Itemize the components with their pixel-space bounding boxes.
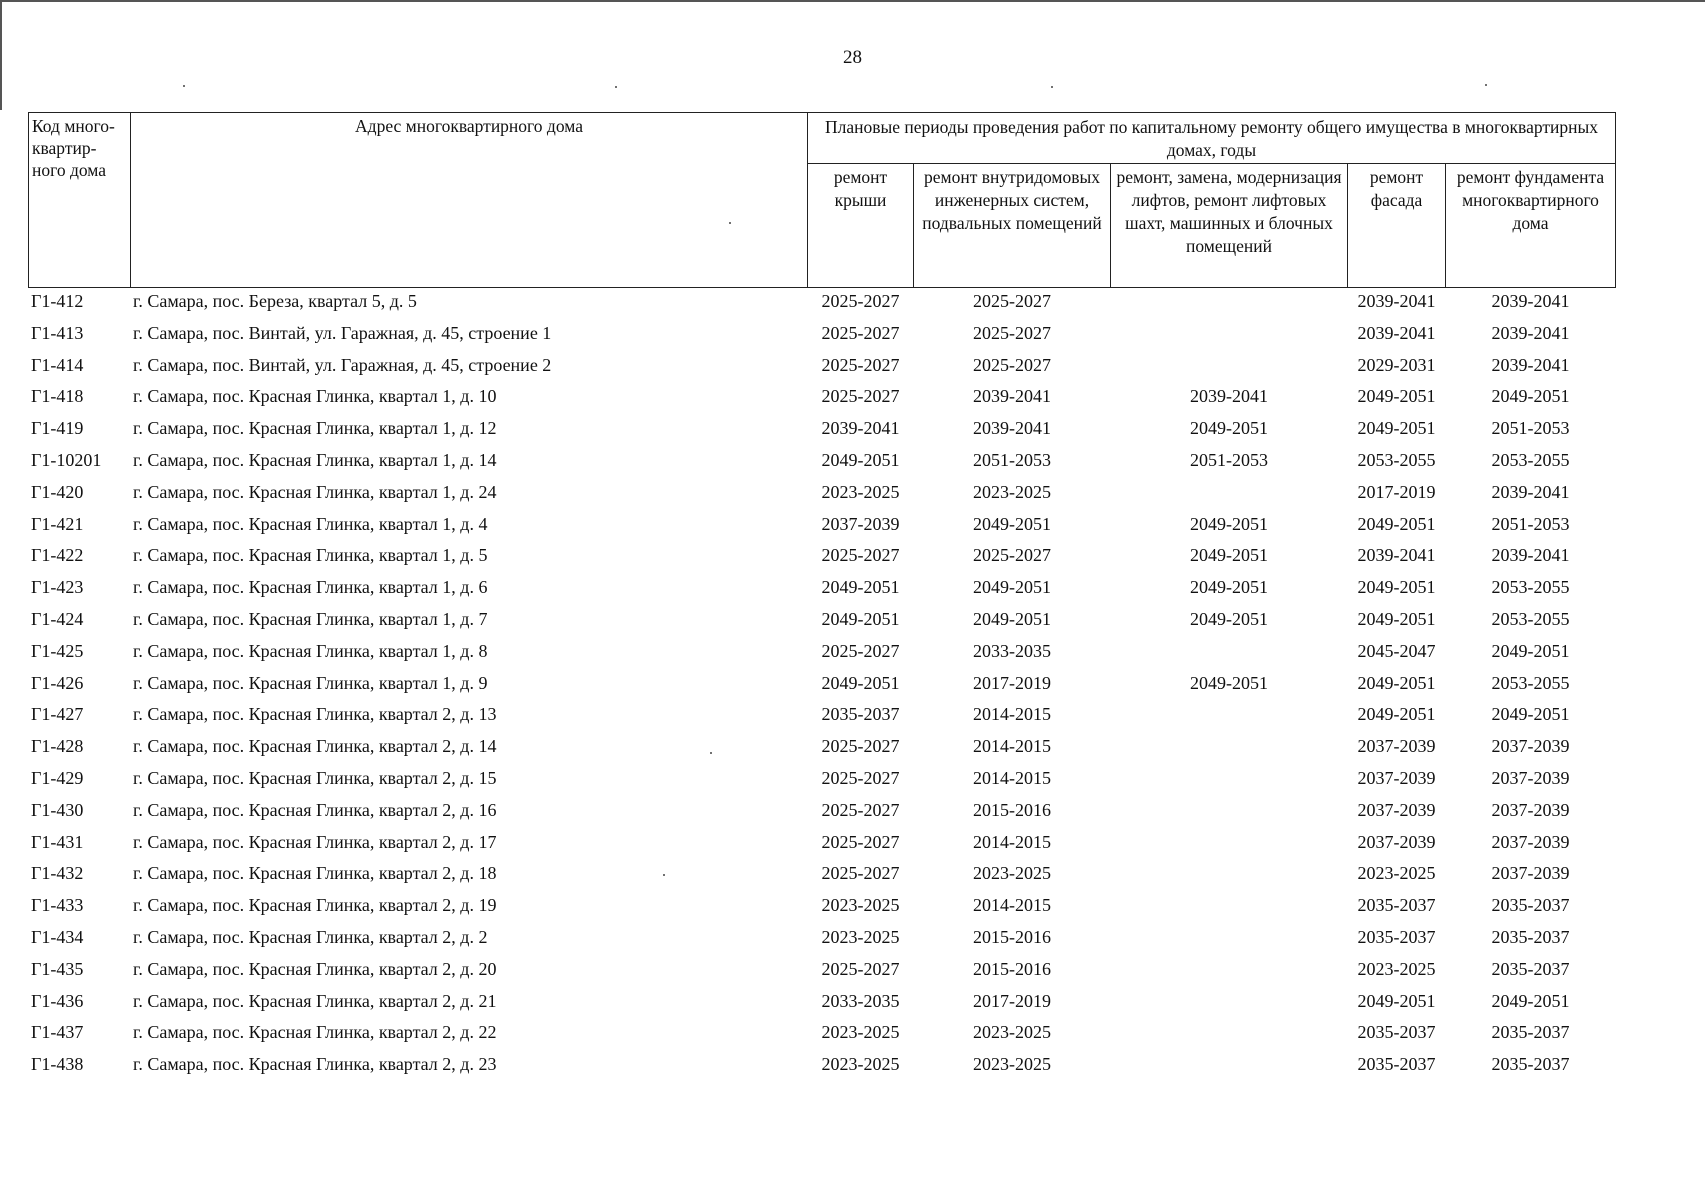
- row-address: г. Самара, пос. Красная Глинка, квартал 2, д. 23: [133, 1054, 497, 1075]
- row-roof-period: 2025-2027: [821, 831, 900, 852]
- row-facade-period: 2039-2041: [1357, 322, 1436, 343]
- table-row: [28, 1020, 1588, 1052]
- scan-speck: [729, 222, 731, 224]
- row-roof-period: 2037-2039: [821, 513, 900, 534]
- row-engineering-period: 2023-2025: [973, 1054, 1051, 1075]
- row-lift-period: 2039-2041: [1190, 386, 1268, 407]
- scan-speck: [183, 85, 185, 87]
- row-lift-period: 2049-2051: [1190, 577, 1268, 598]
- row-code: Г1-422: [31, 545, 84, 566]
- row-facade-period: 2023-2025: [1357, 958, 1436, 979]
- row-code: Г1-10201: [31, 449, 102, 470]
- table-row: [28, 734, 1588, 766]
- row-address: г. Самара, пос. Красная Глинка, квартал 2, д. 19: [133, 895, 497, 916]
- row-foundation-period: 2037-2039: [1491, 799, 1570, 820]
- row-code: Г1-420: [31, 481, 84, 502]
- table-row: [28, 416, 1588, 448]
- row-address: г. Самара, пос. Красная Глинка, квартал 2, д. 21: [133, 990, 497, 1011]
- row-foundation-period: 2051-2053: [1491, 513, 1570, 534]
- table-row: [28, 448, 1588, 480]
- header-address-column: Адрес многоквартирного дома: [130, 112, 808, 288]
- row-foundation-period: 2039-2041: [1491, 291, 1570, 311]
- row-code: Г1-431: [31, 831, 84, 852]
- row-lift-period: 2049-2051: [1190, 672, 1268, 693]
- row-engineering-period: 2014-2015: [973, 736, 1051, 757]
- row-facade-period: 2049-2051: [1357, 704, 1436, 725]
- row-code: Г1-412: [31, 291, 84, 311]
- row-engineering-period: 2025-2027: [973, 354, 1051, 375]
- row-engineering-period: 2014-2015: [973, 895, 1051, 916]
- table-row: [28, 353, 1588, 385]
- row-facade-period: 2037-2039: [1357, 831, 1436, 852]
- row-engineering-period: 2015-2016: [973, 926, 1051, 947]
- row-address: г. Самара, пос. Красная Глинка, квартал 2, д. 2: [133, 926, 488, 947]
- row-foundation-period: 2035-2037: [1491, 958, 1570, 979]
- row-roof-period: 2025-2027: [821, 767, 900, 788]
- row-roof-period: 2049-2051: [821, 449, 900, 470]
- header-code-column: Код много-квартир-ного дома: [28, 112, 131, 288]
- row-facade-period: 2039-2041: [1357, 291, 1436, 311]
- row-foundation-period: 2037-2039: [1491, 831, 1570, 852]
- row-engineering-period: 2014-2015: [973, 831, 1051, 852]
- row-facade-period: 2035-2037: [1357, 926, 1436, 947]
- scan-speck: [1485, 84, 1487, 86]
- row-roof-period: 2025-2027: [821, 863, 900, 884]
- row-address: г. Самара, пос. Красная Глинка, квартал 1, д. 7: [133, 608, 488, 629]
- row-engineering-period: 2033-2035: [973, 640, 1051, 661]
- row-code: Г1-438: [31, 1054, 84, 1075]
- row-foundation-period: 2049-2051: [1491, 640, 1570, 661]
- row-facade-period: 2035-2037: [1357, 1054, 1436, 1075]
- table-row: [28, 480, 1588, 512]
- row-lift-period: 2049-2051: [1190, 418, 1268, 439]
- row-foundation-period: 2049-2051: [1491, 386, 1570, 407]
- table-row: [28, 766, 1588, 798]
- row-foundation-period: 2051-2053: [1491, 418, 1570, 439]
- row-address: г. Самара, пос. Красная Глинка, квартал 2, д. 13: [133, 704, 497, 725]
- scan-speck: [710, 752, 712, 754]
- row-foundation-period: 2049-2051: [1491, 704, 1570, 725]
- row-foundation-period: 2035-2037: [1491, 895, 1570, 916]
- row-facade-period: 2049-2051: [1357, 386, 1436, 407]
- row-address: г. Самара, пос. Винтай, ул. Гаражная, д. 45, строение 2: [133, 354, 552, 375]
- row-address: г. Самара, пос. Красная Глинка, квартал 2, д. 18: [133, 863, 497, 884]
- table-body: [28, 289, 1588, 1084]
- table-row: [28, 830, 1588, 862]
- row-engineering-period: 2023-2025: [973, 863, 1051, 884]
- row-lift-period: 2051-2053: [1190, 449, 1268, 470]
- row-engineering-period: 2014-2015: [973, 704, 1051, 725]
- header-lift-repair: ремонт, замена, модернизация лифтов, ремонт лифтовых шахт, машинных и блочных помещений: [1110, 163, 1348, 288]
- row-engineering-period: 2023-2025: [973, 1022, 1051, 1043]
- row-engineering-period: 2015-2016: [973, 958, 1051, 979]
- row-address: г. Самара, пос. Красная Глинка, квартал 1, д. 5: [133, 545, 488, 566]
- row-facade-period: 2035-2037: [1357, 1022, 1436, 1043]
- row-code: Г1-430: [31, 799, 84, 820]
- table-row: [28, 861, 1588, 893]
- row-roof-period: 2025-2027: [821, 640, 900, 661]
- table-row: [28, 289, 1588, 321]
- header-periods-title: Плановые периоды проведения работ по капитальному ремонту общего имущества в многоквартирных домах, годы: [807, 112, 1616, 164]
- row-code: Г1-437: [31, 1022, 84, 1043]
- row-code: Г1-423: [31, 577, 84, 598]
- row-code: Г1-427: [31, 704, 84, 725]
- row-code: Г1-419: [31, 418, 84, 439]
- row-foundation-period: 2035-2037: [1491, 1022, 1570, 1043]
- row-roof-period: 2025-2027: [821, 545, 900, 566]
- scan-speck: [1051, 86, 1053, 88]
- row-facade-period: 2037-2039: [1357, 736, 1436, 757]
- row-engineering-period: 2025-2027: [973, 291, 1051, 311]
- row-foundation-period: 2035-2037: [1491, 1054, 1570, 1075]
- row-engineering-period: 2025-2027: [973, 322, 1051, 343]
- row-roof-period: 2025-2027: [821, 354, 900, 375]
- row-code: Г1-435: [31, 958, 84, 979]
- table-row: [28, 798, 1588, 830]
- row-roof-period: 2039-2041: [821, 418, 900, 439]
- row-facade-period: 2037-2039: [1357, 767, 1436, 788]
- row-foundation-period: 2035-2037: [1491, 926, 1570, 947]
- row-roof-period: 2049-2051: [821, 672, 900, 693]
- row-address: г. Самара, пос. Красная Глинка, квартал 2, д. 15: [133, 767, 497, 788]
- table-row: [28, 321, 1588, 353]
- row-engineering-period: 2023-2025: [973, 481, 1051, 502]
- row-address: г. Самара, пос. Красная Глинка, квартал 1, д. 12: [133, 418, 497, 439]
- row-lift-period: 2049-2051: [1190, 608, 1268, 629]
- row-foundation-period: 2039-2041: [1491, 545, 1570, 566]
- table-row: [28, 1052, 1588, 1084]
- row-roof-period: 2049-2051: [821, 577, 900, 598]
- row-engineering-period: 2051-2053: [973, 449, 1051, 470]
- row-address: г. Самара, пос. Красная Глинка, квартал 2, д. 14: [133, 736, 497, 757]
- row-foundation-period: 2053-2055: [1491, 577, 1570, 598]
- table-row: [28, 893, 1588, 925]
- row-lift-period: 2049-2051: [1190, 545, 1268, 566]
- row-address: г. Самара, пос. Красная Глинка, квартал 2, д. 17: [133, 831, 497, 852]
- row-code: Г1-434: [31, 926, 84, 947]
- table-row: [28, 957, 1588, 989]
- row-engineering-period: 2014-2015: [973, 767, 1051, 788]
- row-engineering-period: 2039-2041: [973, 418, 1051, 439]
- row-roof-period: 2023-2025: [821, 1054, 900, 1075]
- row-roof-period: 2023-2025: [821, 481, 900, 502]
- row-address: г. Самара, пос. Красная Глинка, квартал 1, д. 14: [133, 449, 497, 470]
- row-address: г. Самара, пос. Красная Глинка, квартал 2, д. 16: [133, 799, 497, 820]
- row-address: г. Самара, пос. Винтай, ул. Гаражная, д. 45, строение 1: [133, 322, 552, 343]
- row-code: Г1-414: [31, 354, 84, 375]
- row-foundation-period: 2039-2041: [1491, 354, 1570, 375]
- row-facade-period: 2049-2051: [1357, 418, 1436, 439]
- row-address: г. Самара, пос. Красная Глинка, квартал 1, д. 9: [133, 672, 488, 693]
- row-facade-period: 2049-2051: [1357, 513, 1436, 534]
- row-foundation-period: 2039-2041: [1491, 481, 1570, 502]
- row-foundation-period: 2053-2055: [1491, 672, 1570, 693]
- row-code: Г1-429: [31, 767, 84, 788]
- table-row: [28, 702, 1588, 734]
- row-address: г. Самара, пос. Береза, квартал 5, д. 5: [133, 291, 417, 311]
- table-row: [28, 671, 1588, 703]
- row-roof-period: 2023-2025: [821, 926, 900, 947]
- row-roof-period: 2023-2025: [821, 1022, 900, 1043]
- row-facade-period: 2053-2055: [1357, 449, 1436, 470]
- row-address: г. Самара, пос. Красная Глинка, квартал 1, д. 4: [133, 513, 488, 534]
- table-row: [28, 575, 1588, 607]
- table-row: [28, 384, 1588, 416]
- row-engineering-period: 2049-2051: [973, 608, 1051, 629]
- row-roof-period: 2025-2027: [821, 799, 900, 820]
- row-roof-period: 2049-2051: [821, 608, 900, 629]
- row-code: Г1-432: [31, 863, 84, 884]
- row-foundation-period: 2037-2039: [1491, 863, 1570, 884]
- header-foundation-repair: ремонт фундамента многоквартирного дома: [1445, 163, 1616, 288]
- header-roof-repair: ремонт крыши: [807, 163, 914, 288]
- row-engineering-period: 2025-2027: [973, 545, 1051, 566]
- row-code: Г1-436: [31, 990, 84, 1011]
- row-engineering-period: 2039-2041: [973, 386, 1051, 407]
- row-foundation-period: 2053-2055: [1491, 608, 1570, 629]
- row-foundation-period: 2053-2055: [1491, 449, 1570, 470]
- row-lift-period: 2049-2051: [1190, 513, 1268, 534]
- row-facade-period: 2037-2039: [1357, 799, 1436, 820]
- row-code: Г1-413: [31, 322, 84, 343]
- row-facade-period: 2023-2025: [1357, 863, 1436, 884]
- row-facade-period: 2017-2019: [1357, 481, 1436, 502]
- row-engineering-period: 2049-2051: [973, 577, 1051, 598]
- row-foundation-period: 2037-2039: [1491, 736, 1570, 757]
- row-facade-period: 2049-2051: [1357, 672, 1436, 693]
- scan-speck: [663, 874, 665, 876]
- row-address: г. Самара, пос. Красная Глинка, квартал 2, д. 22: [133, 1022, 497, 1043]
- table-row: [28, 607, 1588, 639]
- row-facade-period: 2029-2031: [1357, 354, 1436, 375]
- row-facade-period: 2039-2041: [1357, 545, 1436, 566]
- row-engineering-period: 2049-2051: [973, 513, 1051, 534]
- row-address: г. Самара, пос. Красная Глинка, квартал 1, д. 8: [133, 640, 488, 661]
- row-roof-period: 2023-2025: [821, 895, 900, 916]
- row-roof-period: 2033-2035: [821, 990, 900, 1011]
- table-row: [28, 543, 1588, 575]
- row-facade-period: 2049-2051: [1357, 577, 1436, 598]
- row-roof-period: 2025-2027: [821, 958, 900, 979]
- row-engineering-period: 2015-2016: [973, 799, 1051, 820]
- row-roof-period: 2035-2037: [821, 704, 900, 725]
- page-border-top: [0, 0, 1705, 2]
- row-address: г. Самара, пос. Красная Глинка, квартал 2, д. 20: [133, 958, 497, 979]
- row-roof-period: 2025-2027: [821, 291, 900, 311]
- row-foundation-period: 2039-2041: [1491, 322, 1570, 343]
- table-row: [28, 639, 1588, 671]
- row-facade-period: 2049-2051: [1357, 608, 1436, 629]
- row-facade-period: 2045-2047: [1357, 640, 1436, 661]
- row-engineering-period: 2017-2019: [973, 672, 1051, 693]
- row-roof-period: 2025-2027: [821, 386, 900, 407]
- row-engineering-period: 2017-2019: [973, 990, 1051, 1011]
- header-engineering-repair: ремонт внутридомовых инженерных систем, подвальных помещений: [913, 163, 1111, 288]
- row-code: Г1-425: [31, 640, 84, 661]
- header-facade-repair: ремонт фасада: [1347, 163, 1446, 288]
- row-code: Г1-426: [31, 672, 84, 693]
- row-address: г. Самара, пос. Красная Глинка, квартал 1, д. 10: [133, 386, 497, 407]
- row-address: г. Самара, пос. Красная Глинка, квартал 1, д. 6: [133, 577, 488, 598]
- row-foundation-period: 2049-2051: [1491, 990, 1570, 1011]
- row-code: Г1-418: [31, 386, 84, 407]
- row-code: Г1-421: [31, 513, 84, 534]
- row-roof-period: 2025-2027: [821, 736, 900, 757]
- table-header: [28, 112, 1605, 288]
- table-row: [28, 512, 1588, 544]
- scan-speck: [615, 86, 617, 88]
- table-row: [28, 989, 1588, 1021]
- table-row: [28, 925, 1588, 957]
- page-number: 28: [843, 47, 862, 68]
- row-code: Г1-428: [31, 736, 84, 757]
- row-code: Г1-433: [31, 895, 84, 916]
- row-facade-period: 2035-2037: [1357, 895, 1436, 916]
- row-address: г. Самара, пос. Красная Глинка, квартал 1, д. 24: [133, 481, 497, 502]
- row-foundation-period: 2037-2039: [1491, 767, 1570, 788]
- row-code: Г1-424: [31, 608, 84, 629]
- row-facade-period: 2049-2051: [1357, 990, 1436, 1011]
- row-roof-period: 2025-2027: [821, 322, 900, 343]
